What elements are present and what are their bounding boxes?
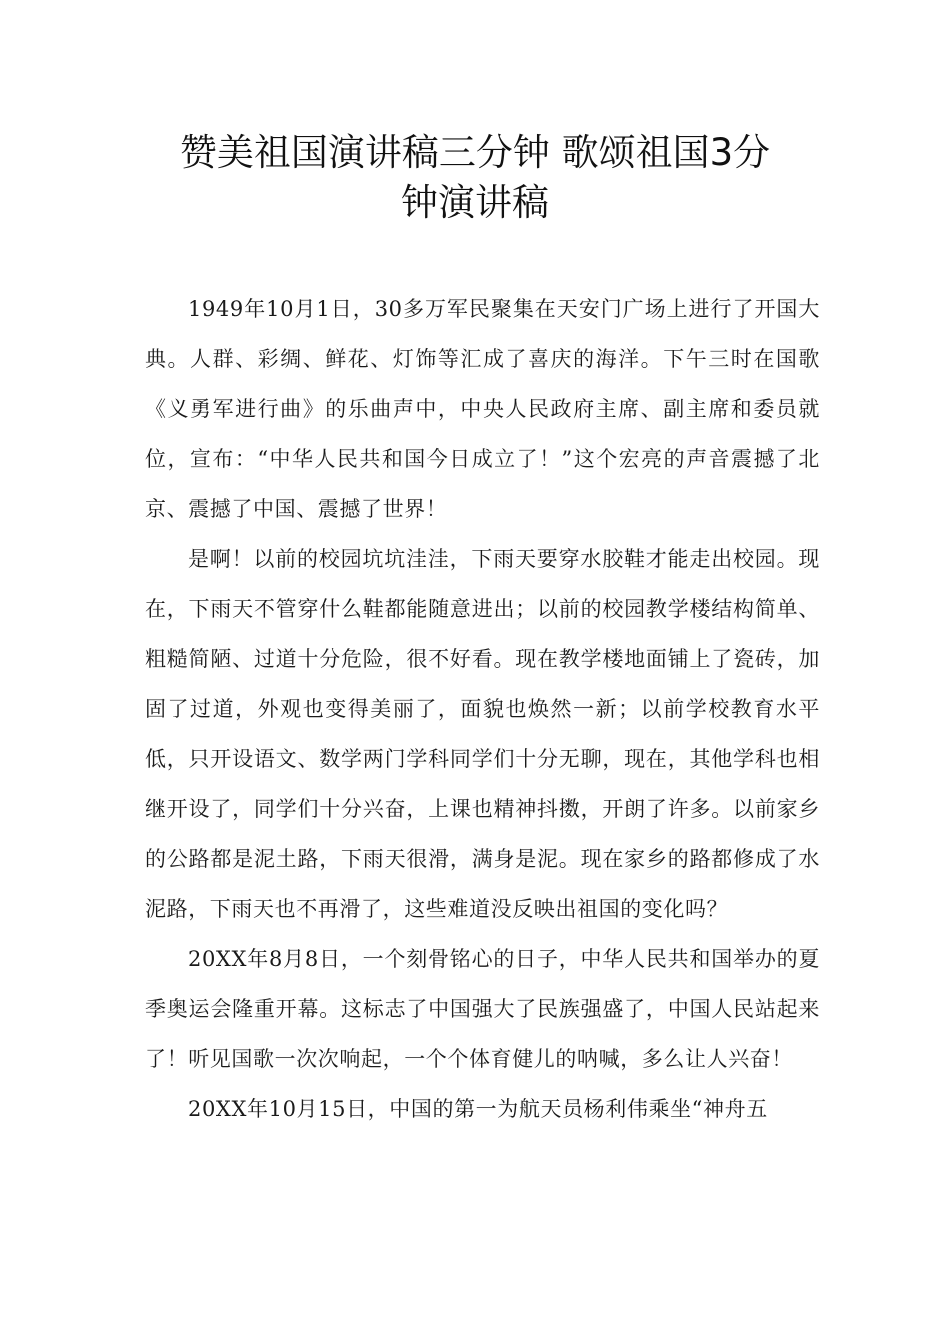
document-title <box>140 128 810 228</box>
paragraph-founding-ceremony: 1949年10月1日，30多万军民聚集在天安门广场上进行了开国大典。人群、彩绸、鲜花、灯饰等汇成了喜庆的海洋。下午三时在国歌《义勇军进行曲》的乐曲声中，中央人民政府主席、副主席和委员就位，宣布：“中华人民共和国今日成立了！”这个宏亮的声音震撼了北京、震撼了中国、震撼了世界！ <box>145 297 820 521</box>
paragraph-school-changes: 是啊！以前的校园坑坑洼洼，下雨天要穿水胶鞋才能走出校园。现在，下雨天不管穿什么鞋都能随意进出；以前的校园教学楼结构简单、粗糙简陋、过道十分危险，很不好看。现在教学楼地面铺上了瓷砖，加固了过道，外观也变得美丽了，面貌也焕然一新；以前学校教育水平低，只开设语文、数学两门学科同学们十分无聊，现在，其他学科也相继开设了，同学们十分兴奋，上课也精神抖擞，开朗了许多。以前家乡的公路都是泥土路，下雨天很滑，满身是泥。现在家乡的路都修成了水泥路，下雨天也不再滑了，这些难道没反映出祖国的变化吗？ <box>145 547 820 921</box>
paragraph-olympics: 20XX年8月8日，一个刻骨铭心的日子，中华人民共和国举办的夏季奥运会隆重开幕。这标志了中国强大了民族强盛了，中国人民站起来了！听见国歌一次次响起，一个个体育健儿的呐喊，多么让人兴奋！ <box>145 947 820 1071</box>
title-line-2: 钟演讲稿 <box>401 181 549 224</box>
document-body <box>145 284 820 1134</box>
paragraph-spaceflight: 20XX年10月15日，中国的第一为航天员杨利伟乘坐“神舟五 <box>188 1097 768 1121</box>
title-line-1: 赞美祖国演讲稿三分钟 歌颂祖国3分 <box>179 131 771 174</box>
